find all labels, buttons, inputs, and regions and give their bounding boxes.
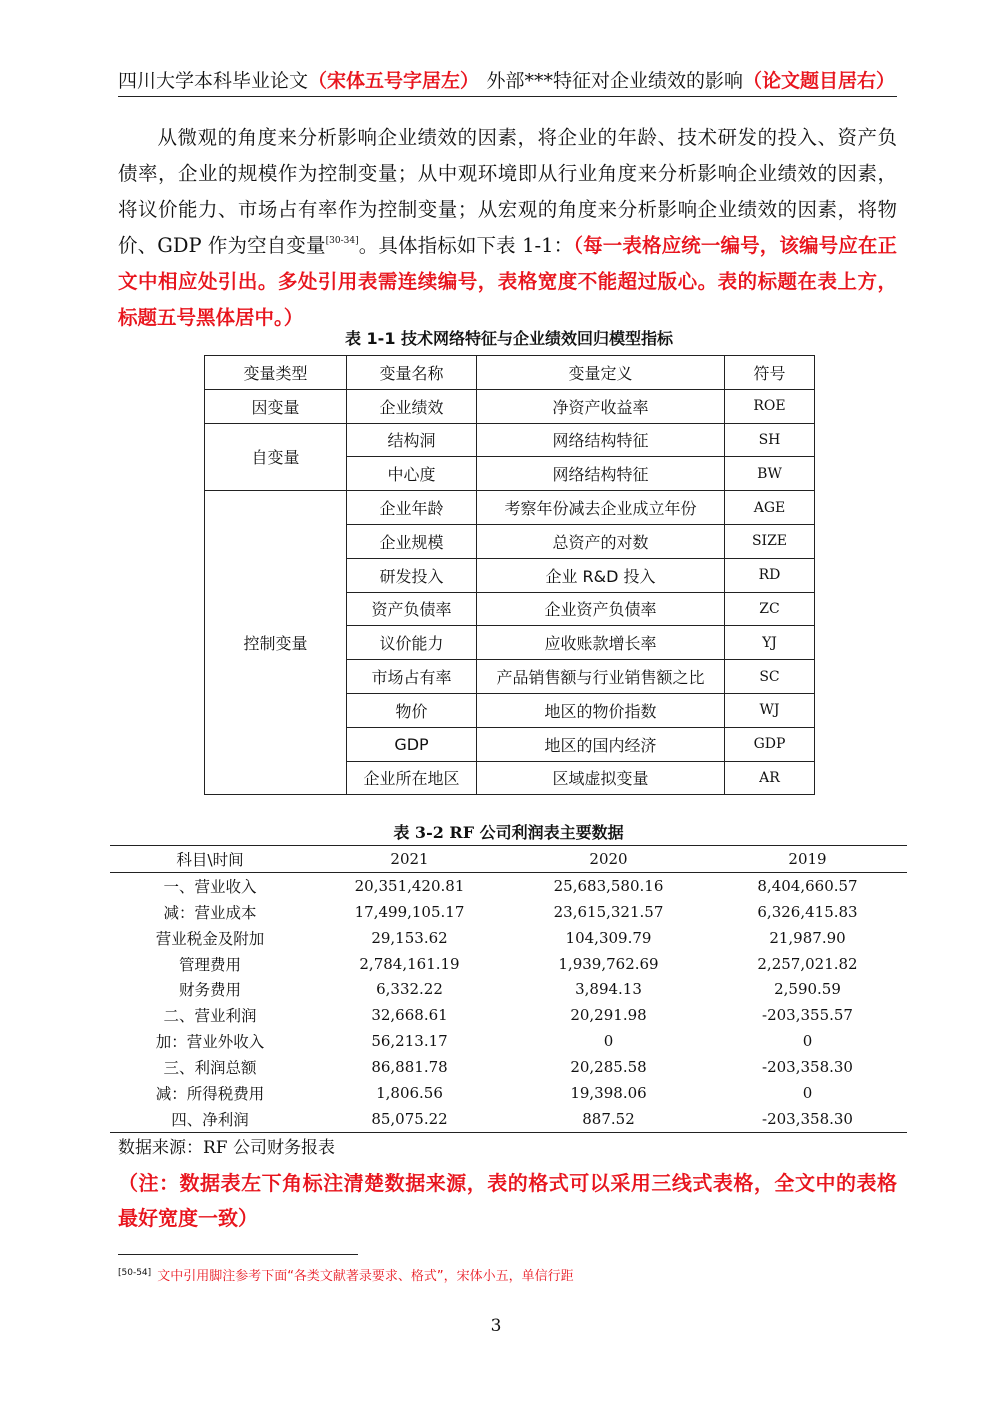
table-format-note: （每一表格应统一编号，该编号应在正文中相应处引出。多处引用表需连续编号，表格宽度不能超过版心。表的标题在表上方，标题五号黑体居中。） (118, 234, 897, 329)
var-def: 净资产收益率 (477, 389, 725, 423)
item-cell: 四、净利润 (110, 1106, 310, 1132)
header-cell: 2020 (509, 846, 708, 873)
value-cell: 17,499,105.17 (354, 902, 465, 921)
running-header-right (486, 68, 895, 94)
table-row (110, 951, 907, 977)
item-cell: 财务费用 (178, 981, 241, 1000)
var-name: 结构洞 (347, 423, 477, 457)
paragraph-text-1: 从微观的角度来分析影响企业绩效的因素，将企业的年龄、技术研发的投入、资产负债率，企业的规模作为控制变量；从中观环境即从行业角度来分析影响企业绩效的因素，将议价能力、市场占有率作为控制变量；从宏观的角度来分析影响企业绩效的因素，将物价、GDP 作为空自变量 (118, 126, 897, 257)
var-symbol: BW (725, 457, 815, 491)
var-name: 资产负债率 (347, 592, 477, 626)
header-cell: 变量定义 (477, 356, 725, 390)
footnote-rule (118, 1254, 358, 1255)
table-row (110, 976, 907, 1002)
value-cell: 0 (603, 1032, 614, 1051)
var-symbol: SH (725, 423, 815, 457)
table-note: （注：数据表左下角标注清楚数据来源，表的格式可以采用三线式表格，全文中的表格最好宽度一致） (118, 1171, 897, 1230)
value-cell: 1,939,762.69 (558, 954, 659, 973)
value-cell: -203,358.30 (762, 1058, 853, 1077)
value-cell: 0 (802, 1083, 813, 1102)
value-cell: 6,332.22 (376, 980, 443, 999)
value-cell: 1,806.56 (376, 1083, 443, 1102)
value-cell: 3,894.13 (575, 980, 642, 999)
var-def: 区域虚拟变量 (477, 761, 725, 795)
var-name: 物价 (347, 693, 477, 727)
group-cell: 控制变量 (205, 491, 347, 795)
var-symbol: RD (725, 558, 815, 592)
table-header-row (110, 846, 907, 873)
page-number: 3 (490, 1316, 502, 1336)
table-row (205, 389, 815, 423)
var-def: 网络结构特征 (477, 423, 725, 457)
var-symbol: ROE (725, 389, 815, 423)
var-name: 企业所在地区 (347, 761, 477, 795)
var-symbol: WJ (725, 693, 815, 727)
var-symbol: GDP (725, 727, 815, 761)
value-cell: 6,326,415.83 (757, 902, 858, 921)
var-def: 应收账款增长率 (477, 626, 725, 660)
var-symbol: SIZE (725, 524, 815, 558)
header-left-note: （宋体五号字居左） (308, 70, 480, 92)
value-cell: 56,213.17 (371, 1032, 448, 1051)
header-cell: 科目\时间 (110, 846, 310, 873)
value-cell: 8,404,660.57 (757, 876, 858, 895)
footnote-mark: [50-54] (118, 1268, 152, 1278)
header-cell: 变量名称 (347, 356, 477, 390)
var-def: 企业 R&D 投入 (477, 558, 725, 592)
value-cell: 0 (802, 1032, 813, 1051)
header-right-note: （论文题目居右） (742, 70, 895, 92)
value-cell: 2,257,021.82 (757, 954, 858, 973)
value-cell: -203,358.30 (708, 1106, 907, 1132)
var-symbol: ZC (725, 592, 815, 626)
var-def: 地区的物价指数 (477, 693, 725, 727)
data-source: 数据来源：RF 公司财务报表 (118, 1138, 335, 1158)
table-row (110, 872, 907, 898)
value-cell: 19,398.06 (570, 1083, 647, 1102)
var-name: 研发投入 (347, 558, 477, 592)
table-row (110, 1028, 907, 1054)
thesis-title: 外部***特征对企业绩效的影响 (486, 70, 743, 92)
var-def: 网络结构特征 (477, 457, 725, 491)
table-row (110, 1080, 907, 1106)
paragraph-text-2: 。具体指标如下表 1-1： (358, 234, 574, 257)
header-cell: 2019 (708, 846, 907, 873)
body-paragraph (118, 120, 897, 336)
table-row (110, 925, 907, 951)
value-cell: 2,784,161.19 (359, 954, 460, 973)
value-cell: 104,309.79 (565, 928, 652, 947)
value-cell: 20,351,420.81 (354, 876, 465, 895)
table2-caption: 表 3-2 RF 公司利润表主要数据 (393, 823, 624, 842)
value-cell: 29,153.62 (371, 928, 448, 947)
value-cell: 887.52 (509, 1106, 708, 1132)
item-cell: 二、营业利润 (163, 1007, 257, 1026)
header-cell: 变量类型 (205, 356, 347, 390)
group-cell: 因变量 (205, 389, 347, 423)
value-cell: 20,291.98 (570, 1006, 647, 1025)
var-symbol: AR (725, 761, 815, 795)
var-def: 考察年份减去企业成立年份 (477, 491, 725, 525)
running-header-left (118, 68, 479, 94)
var-symbol: AGE (725, 491, 815, 525)
table-row (110, 1002, 907, 1028)
item-cell: 管理费用 (178, 955, 241, 974)
table-header-row (205, 356, 815, 390)
value-cell: 85,075.22 (310, 1106, 509, 1132)
var-symbol: SC (725, 660, 815, 694)
value-cell: -203,355.57 (762, 1006, 853, 1025)
item-cell: 一、营业收入 (163, 877, 257, 896)
var-name: 企业规模 (347, 524, 477, 558)
header-cell: 2021 (310, 846, 509, 873)
group-cell: 自变量 (205, 423, 347, 491)
value-cell: 2,590.59 (774, 980, 841, 999)
item-cell: 三、利润总额 (163, 1059, 257, 1078)
thesis-name: 四川大学本科毕业论文 (118, 70, 309, 92)
table-row (205, 423, 815, 457)
value-cell: 21,987.90 (769, 928, 846, 947)
table1-caption: 表 1-1 技术网络特征与企业绩效回归模型指标 (344, 329, 674, 348)
footnote-text: 文中引用脚注参考下面“各类文献著录要求、格式”，宋体小五，单信行距 (157, 1269, 574, 1284)
table-row (110, 1054, 907, 1080)
table-row (110, 899, 907, 925)
var-name: 企业绩效 (347, 389, 477, 423)
var-def: 总资产的对数 (477, 524, 725, 558)
footnote (118, 1264, 574, 1286)
table-row (205, 491, 815, 525)
item-cell: 加：营业外收入 (155, 1033, 265, 1052)
header-cell: 符号 (725, 356, 815, 390)
var-symbol: YJ (725, 626, 815, 660)
var-name: 议价能力 (347, 626, 477, 660)
table2 (110, 845, 907, 1133)
value-cell: 32,668.61 (371, 1006, 448, 1025)
value-cell: 20,285.58 (570, 1058, 647, 1077)
var-name: 中心度 (347, 457, 477, 491)
value-cell: 86,881.78 (371, 1058, 448, 1077)
var-def: 企业资产负债率 (477, 592, 725, 626)
citation-mark: [30-34] (325, 236, 359, 246)
var-name: 企业年龄 (347, 491, 477, 525)
header-rule (118, 96, 897, 97)
var-name: 市场占有率 (347, 660, 477, 694)
table1 (204, 355, 815, 795)
item-cell: 减：所得税费用 (155, 1084, 265, 1103)
item-cell: 营业税金及附加 (155, 929, 265, 948)
value-cell: 25,683,580.16 (553, 876, 664, 895)
var-def: 产品销售额与行业销售额之比 (477, 660, 725, 694)
var-name: GDP (347, 727, 477, 761)
item-cell: 减：营业成本 (163, 903, 257, 922)
value-cell: 23,615,321.57 (553, 902, 664, 921)
table-row (110, 1106, 907, 1132)
var-def: 地区的国内经济 (477, 727, 725, 761)
